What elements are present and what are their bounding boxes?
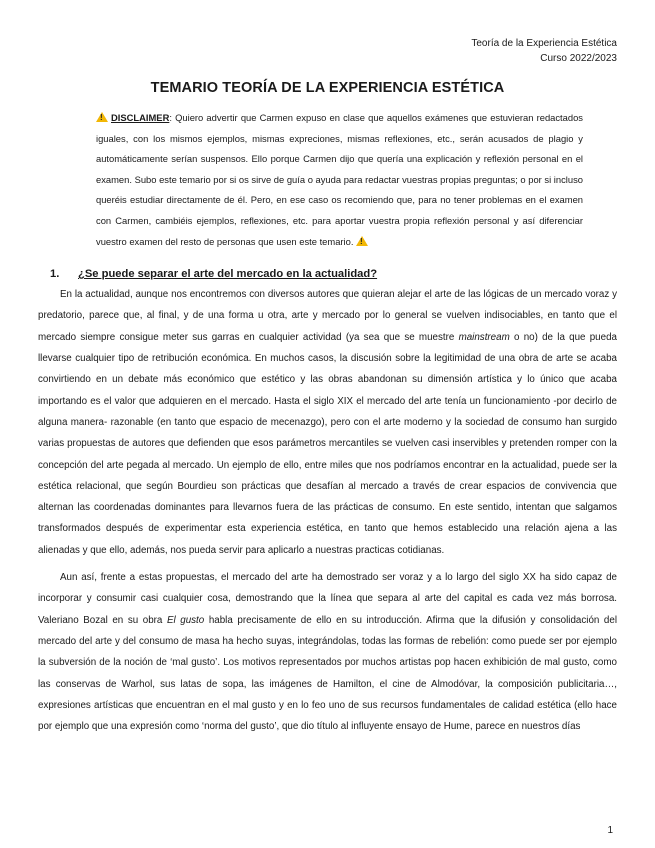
document-title: TEMARIO TEORÍA DE LA EXPERIENCIA ESTÉTICA (150, 80, 505, 96)
paragraph-italic-term: mainstream (458, 331, 510, 343)
disclaimer-block (96, 108, 583, 252)
paragraph-text: Aun así, frente a estas propuestas, el mercado del arte ha demostrado ser voraz y a lo largo del siglo XX ha sido capaz de incorporar y consumir casi cualquier cosa, demostrando que la línea que separa al arte del capital es cada vez más borrosa. Valeriano Bozal en su obra (38, 572, 617, 626)
warning-icon (96, 112, 108, 122)
disclaimer-label: DISCLAIMER (111, 112, 170, 123)
disclaimer-text: : Quiero advertir que Carmen expuso en clase que aquellos exámenes que estuvieran redactados iguales, con los mismos ejemplos, mismas expreciones, mismas reflexiones, etc., serán acusados de plagio y automáticamente serían suspensos. Ello porque Carmen dijo que quería una explicación y reflexión personal en el examen. Subo este temario por si os sirve de guía o ayuda para redactar vuestras propias preguntas; o por si incluso queréis estudiar directamente de él. Pero, en ese caso os recomiendo que, para no tener problemas en el examen con Carmen, cambiéis ejemplos, reflexiones, etc. para aportar vuestra propia reflexión personal y así diferenciar vuestro examen del resto de personas que usen este temario. (96, 112, 583, 247)
page-number: 1 (607, 825, 613, 836)
paragraph-text: o no) de la que pueda llevarse cualquier tipo de retribución económica. En muchos casos, la discusión sobre la legitimidad de una obra de arte se acaba convirtiendo en un debate más económico que estético y las obras abandonan su dimensión artística y lo único que acaba importando es el valor que adquieren en el mercado. Hasta el siglo XIX el mercado del arte tenía un funcionamiento -por decirlo de alguna manera- razonable (en tanto que espacio de mecenazgo), pero con el arte moderno y la sociedad de consumo han surgido varias propuestas de autores que defienden que esos parámetros mercantiles se vuelven casi inservibles y pretenden romper con la concepción del arte pegada al mercado. Un ejemplo de ello, entre miles que nos podríamos encontrar en la actualidad, puede ser la estética relacional, que según Bourdieu son prácticas que desafían al mercado a través de crear espacios de convivencia que alternan las coordenadas dominantes para llevarnos fuera de las prácticas de consumo. En este sentido, intentan que salgamos transformados después de experimentar esta experiencia estética, en tanto que hemos establecido una relación ajena a las alienadas y que ello, además, nos pueda servir para aplicarlo a nuestras practicas cotidianas. (38, 331, 617, 556)
section-question: ¿Se puede separar el arte del mercado en la actualidad? (78, 268, 378, 281)
body-paragraph (38, 567, 617, 737)
paragraph-text: En la actualidad, aunque nos encontremos con diversos autores que quieran alejar el arte de las lógicas de un mercado voraz y predatorio, parece que, al final, y de una forma u otra, arte y mercado por lo general se vuelven indisociables, en tanto que el mercado siempre consigue meter sus garras en cualquier actividad (ya sea que se muestre (38, 289, 617, 343)
paragraph-text: habla precisamente de ello en su introducción. Afirma que la difusión y consolidación del mercado del arte y del consumo de masa ha hecho suyas, integrándolas, todas las formas de rebelión: como puede ser por ejemplo la subversión de la noción de ‘mal gusto’. Los motivos representados por muchos artistas pop hacen exhibición de mal gusto, como las conservas de Warhol, sus latas de sopa, las imágenes de Hamilton, el cine de Almodóvar, la composición publicitaria…, expresiones artísticas que encuentran en el mal gusto y en lo feo uno de sus recursos fundamentales de calidad estética (ello hace por ejemplo que una expresión como ‘norma del gusto’, que dio título al influyente ensayo de Hume, parece en nuestros días (38, 614, 617, 733)
warning-icon (356, 236, 368, 246)
section-heading (50, 268, 617, 280)
header-course-name: Teoría de la Experiencia Estética (471, 38, 617, 49)
body-paragraph (38, 284, 617, 561)
page-header (38, 36, 617, 66)
paragraph-italic-title: El gusto (166, 614, 205, 626)
header-course-year: Curso 2022/2023 (540, 53, 617, 64)
section-number: 1. (50, 268, 60, 281)
